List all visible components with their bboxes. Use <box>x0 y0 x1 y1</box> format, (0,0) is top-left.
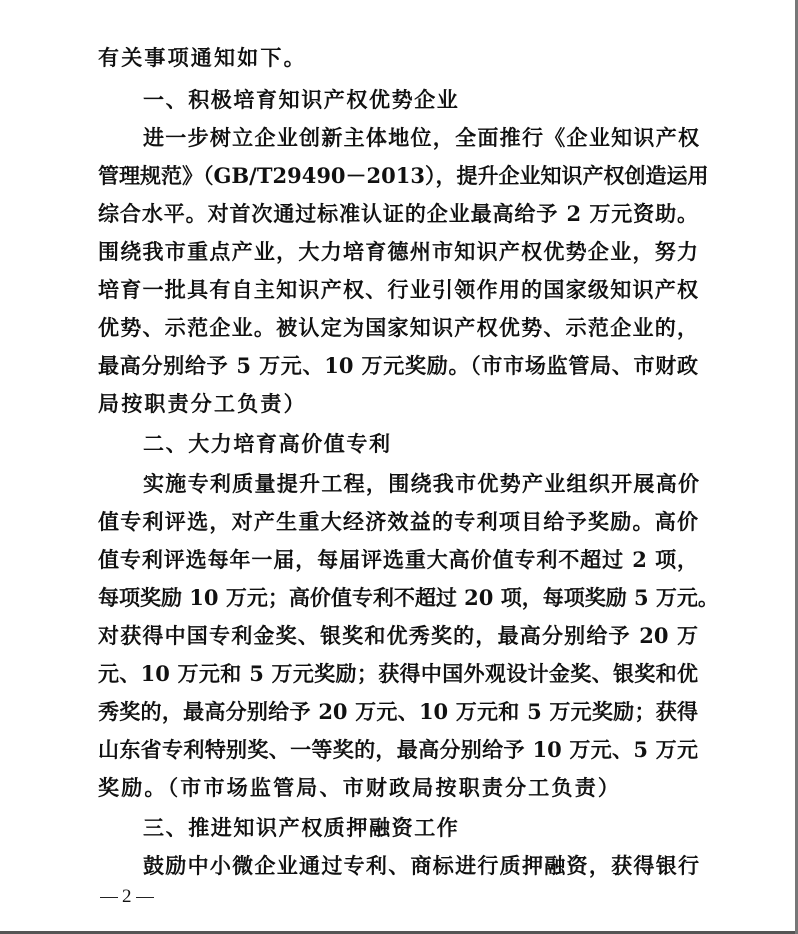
section-heading-2: 二、大力培育高价值专利 <box>143 432 392 456</box>
paragraph-line: 管理规范》（GB/T29490－2013），提升企业知识产权创造运用 <box>98 163 709 188</box>
paragraph-line: 鼓励中小微企业通过专利、商标进行质押融资，获得银行 <box>143 853 699 878</box>
paragraph-line: 围绕我市重点产业，大力培育德州市知识产权优势企业，努力 <box>98 239 698 264</box>
paragraph-line: 值专利评选每年一届，每届评选重大高价值专利不超过 2 项， <box>98 547 698 572</box>
paragraph-line-last: 局按职责分工负责） <box>98 391 307 416</box>
paragraph-line-continuation: 有关事项通知如下。 <box>98 45 307 70</box>
paragraph-line: 山东省专利特别奖、一等奖的，最高分别给予 10 万元、5 万元 <box>98 737 698 762</box>
paragraph-line: 进一步树立企业创新主体地位，全面推行《企业知识产权 <box>143 125 699 150</box>
section-heading-3: 三、推进知识产权质押融资工作 <box>143 816 460 840</box>
section-heading-1: 一、积极培育知识产权优势企业 <box>143 88 460 112</box>
paragraph-line: 最高分别给予 5 万元、10 万元奖励。（市市场监管局、市财政 <box>98 353 698 378</box>
paragraph-line: 元、10 万元和 5 万元奖励；获得中国外观设计金奖、银奖和优 <box>98 661 698 686</box>
footer-dash-right <box>136 897 154 898</box>
paragraph-line: 优势、示范企业。被认定为国家知识产权优势、示范企业的， <box>98 315 698 340</box>
paragraph-line-last: 奖励。（市市场监管局、市财政局按职责分工负责） <box>98 775 622 800</box>
paragraph-line: 值专利评选，对产生重大经济效益的专利项目给予奖励。高价 <box>98 509 698 534</box>
page-number: 2 <box>122 886 132 907</box>
paragraph-line: 实施专利质量提升工程，围绕我市优势产业组织开展高价 <box>143 471 699 496</box>
paragraph-line: 每项奖励 10 万元；高价值专利不超过 20 项，每项奖励 5 万元。 <box>98 585 719 610</box>
page-footer <box>96 886 158 908</box>
footer-dash-left <box>100 897 118 898</box>
paragraph-line: 综合水平。对首次通过标准认证的企业最高给予 2 万元资助。 <box>98 201 698 226</box>
paragraph-line: 对获得中国专利金奖、银奖和优秀奖的，最高分别给予 20 万 <box>98 623 698 648</box>
paragraph-line: 秀奖的，最高分别给予 20 万元、10 万元和 5 万元奖励；获得 <box>98 699 698 724</box>
paragraph-line: 培育一批具有自主知识产权、行业引领作用的国家级知识产权 <box>98 277 698 302</box>
